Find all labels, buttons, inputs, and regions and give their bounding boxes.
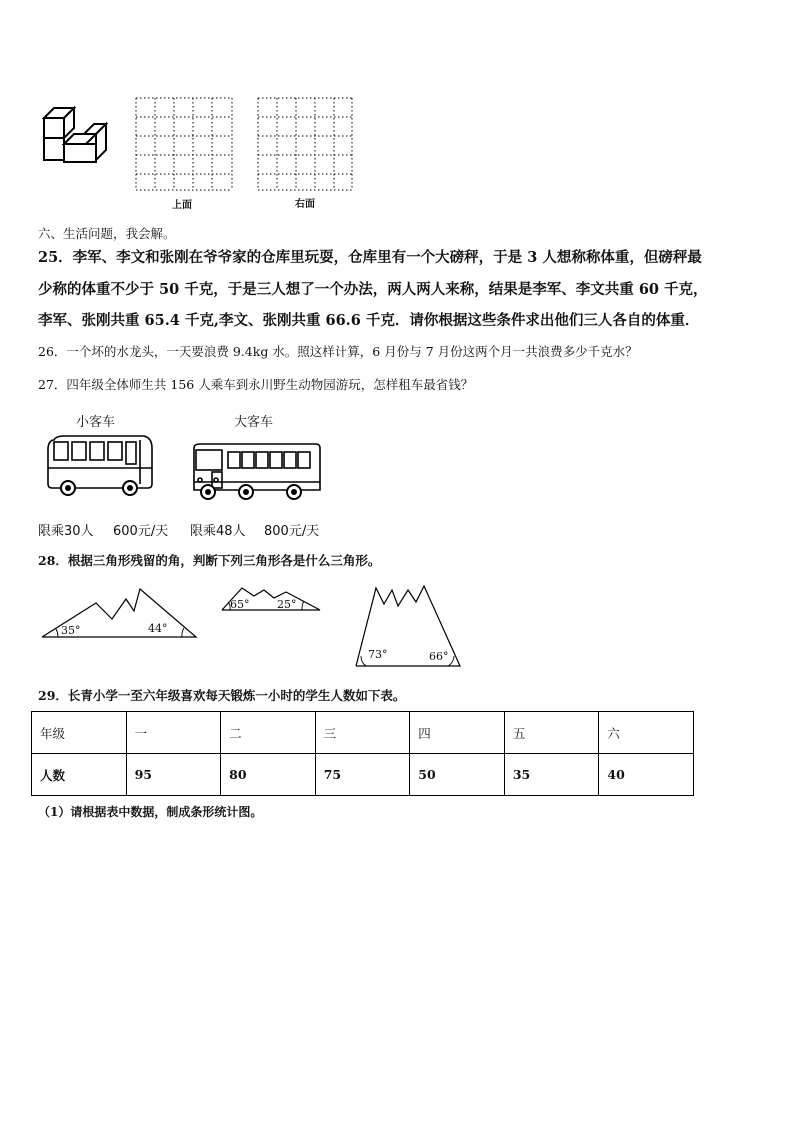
triangle-2-angle-b: 25° xyxy=(277,598,297,611)
triangle-1-angle-b: 44° xyxy=(148,622,168,635)
small-bus-price: 600元/天 xyxy=(113,524,169,539)
student-count-table xyxy=(31,711,694,796)
triangle-3-angle-a: 73° xyxy=(368,648,388,661)
small-bus-name: 小客车 xyxy=(76,415,116,430)
big-bus-price: 800元/天 xyxy=(264,524,320,539)
triangle-3-angle-b: 66° xyxy=(429,650,449,663)
q27-text: 27．四年级全体师生共 156 人乘车到永川野生动物园游玩，怎样租车最省钱？ xyxy=(38,377,474,392)
table-row xyxy=(32,754,694,796)
table-cell: 二 xyxy=(221,712,316,754)
table-cell: 人数 xyxy=(32,754,127,796)
right-view-label: 右面 xyxy=(295,199,315,210)
big-bus-name: 大客车 xyxy=(234,415,274,430)
q25-line2: 少称的体重不少于 50 千克，于是三人想了一个办法，两人两人来称，结果是李军、李文共重 60 千克， xyxy=(38,281,708,298)
table-cell: 50 xyxy=(410,754,505,796)
table-cell: 年级 xyxy=(32,712,127,754)
cube-stack-figure xyxy=(40,104,110,166)
table-header-row xyxy=(32,712,694,754)
table-cell: 五 xyxy=(504,712,599,754)
table-cell: 六 xyxy=(599,712,694,754)
small-bus-limit: 限乘30人 xyxy=(38,524,94,539)
table-cell: 三 xyxy=(315,712,410,754)
section-title: 六、生活问题，我会解。 xyxy=(38,226,176,241)
q25-line1: 25．李军、李文和张刚在爷爷家的仓库里玩耍，仓库里有一个大磅秤，于是 3 人想称称体重，但磅秤最 xyxy=(38,249,702,266)
table-cell: 80 xyxy=(221,754,316,796)
top-view-grid xyxy=(134,96,234,192)
big-bus-icon xyxy=(190,442,322,502)
q29-text: 29．长青小学一至六年级喜欢每天锻炼一小时的学生人数如下表。 xyxy=(38,688,406,703)
big-bus-limit: 限乘48人 xyxy=(190,524,246,539)
table-cell: 75 xyxy=(315,754,410,796)
q25-line3: 李军、张刚共重 65.4 千克,李文、张刚共重 66.6 千克．请你根据这些条件求出他们三人各自的体重． xyxy=(38,312,700,329)
triangle-2-angle-a: 65° xyxy=(230,598,250,611)
table-cell: 35 xyxy=(504,754,599,796)
table-cell: 四 xyxy=(410,712,505,754)
small-bus-icon xyxy=(46,434,156,498)
table-cell: 95 xyxy=(126,754,221,796)
q29-sub1: （1）请根据表中数据，制成条形统计图。 xyxy=(38,805,263,819)
top-view-label: 上面 xyxy=(172,200,192,211)
triangle-1-angle-a: 35° xyxy=(61,624,81,637)
table-cell: 40 xyxy=(599,754,694,796)
q26-text: 26．一个坏的水龙头，一天要浪费 9.4kg 水。照这样计算，6 月份与 7 月份这两个月一共浪费多少千克水？ xyxy=(38,344,638,359)
right-view-grid xyxy=(256,96,356,192)
table-cell: 一 xyxy=(126,712,221,754)
q28-text: 28．根据三角形残留的角，判断下列三角形各是什么三角形。 xyxy=(38,553,381,568)
